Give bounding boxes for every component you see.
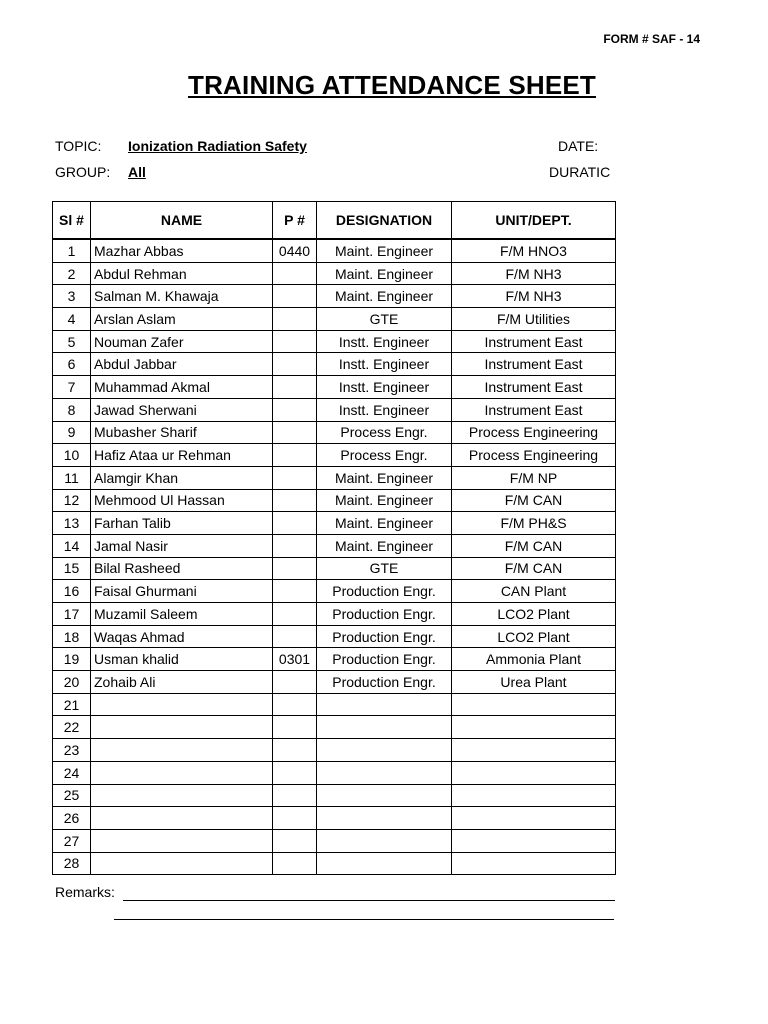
cell-unit-dept — [452, 716, 616, 739]
table-row — [53, 489, 616, 512]
cell-unit-dept — [452, 739, 616, 762]
cell-p-number — [273, 330, 317, 353]
header-sl: Sl # — [53, 202, 91, 240]
cell-designation: Production Engr. — [317, 580, 452, 603]
cell-name: Mazhar Abbas — [91, 239, 273, 262]
cell-sl: 3 — [53, 285, 91, 308]
cell-p-number — [273, 285, 317, 308]
cell-designation — [317, 784, 452, 807]
cell-sl: 13 — [53, 512, 91, 535]
table-row — [53, 239, 616, 262]
cell-designation — [317, 693, 452, 716]
header-name: NAME — [91, 202, 273, 240]
cell-p-number — [273, 852, 317, 875]
cell-sl: 24 — [53, 761, 91, 784]
cell-p-number — [273, 807, 317, 830]
cell-name — [91, 829, 273, 852]
table-row — [53, 625, 616, 648]
cell-name: Bilal Rasheed — [91, 557, 273, 580]
cell-name: Muhammad Akmal — [91, 376, 273, 399]
table-row — [53, 444, 616, 467]
cell-designation — [317, 852, 452, 875]
cell-unit-dept: F/M PH&S — [452, 512, 616, 535]
header-designation: DESIGNATION — [317, 202, 452, 240]
cell-p-number — [273, 625, 317, 648]
table-row — [53, 829, 616, 852]
table-row — [53, 262, 616, 285]
cell-sl: 11 — [53, 466, 91, 489]
cell-p-number — [273, 444, 317, 467]
table-row — [53, 648, 616, 671]
cell-name: Mubasher Sharif — [91, 421, 273, 444]
cell-designation: Instt. Engineer — [317, 353, 452, 376]
table-header-row — [53, 202, 616, 240]
duration-label: DURATIC — [549, 164, 611, 180]
cell-sl: 21 — [53, 693, 91, 716]
cell-designation: Production Engr. — [317, 671, 452, 694]
cell-p-number — [273, 603, 317, 626]
cell-sl: 15 — [53, 557, 91, 580]
cell-unit-dept: F/M CAN — [452, 534, 616, 557]
table-row — [53, 739, 616, 762]
cell-sl: 23 — [53, 739, 91, 762]
table-row — [53, 671, 616, 694]
cell-unit-dept: Instrument East — [452, 353, 616, 376]
cell-p-number: 0440 — [273, 239, 317, 262]
cell-name: Hafiz Ataa ur Rehman — [91, 444, 273, 467]
cell-p-number — [273, 466, 317, 489]
cell-p-number — [273, 489, 317, 512]
cell-p-number — [273, 376, 317, 399]
cell-sl: 26 — [53, 807, 91, 830]
table-row — [53, 285, 616, 308]
cell-sl: 7 — [53, 376, 91, 399]
attendance-table — [52, 201, 616, 875]
cell-designation: Maint. Engineer — [317, 262, 452, 285]
cell-p-number — [273, 353, 317, 376]
cell-name: Jawad Sherwani — [91, 398, 273, 421]
cell-sl: 1 — [53, 239, 91, 262]
cell-unit-dept: F/M Utilities — [452, 308, 616, 331]
cell-sl: 12 — [53, 489, 91, 512]
cell-unit-dept: F/M NH3 — [452, 262, 616, 285]
table-row — [53, 580, 616, 603]
cell-designation — [317, 761, 452, 784]
form-code: FORM # SAF - 14 — [603, 32, 700, 46]
cell-p-number — [273, 534, 317, 557]
table-row — [53, 716, 616, 739]
cell-designation: Maint. Engineer — [317, 466, 452, 489]
cell-name: Nouman Zafer — [91, 330, 273, 353]
cell-p-number — [273, 784, 317, 807]
table-row — [53, 807, 616, 830]
table-row — [53, 761, 616, 784]
cell-p-number — [273, 580, 317, 603]
cell-p-number — [273, 308, 317, 331]
cell-name: Arslan Aslam — [91, 308, 273, 331]
cell-p-number — [273, 829, 317, 852]
table-row — [53, 852, 616, 875]
cell-unit-dept: F/M NP — [452, 466, 616, 489]
cell-sl: 18 — [53, 625, 91, 648]
table-row — [53, 534, 616, 557]
cell-unit-dept — [452, 852, 616, 875]
cell-name — [91, 693, 273, 716]
cell-designation: Maint. Engineer — [317, 285, 452, 308]
cell-p-number: 0301 — [273, 648, 317, 671]
cell-sl: 20 — [53, 671, 91, 694]
cell-unit-dept: Instrument East — [452, 398, 616, 421]
cell-sl: 4 — [53, 308, 91, 331]
cell-designation: Maint. Engineer — [317, 534, 452, 557]
table-row — [53, 603, 616, 626]
cell-designation: Instt. Engineer — [317, 398, 452, 421]
cell-sl: 8 — [53, 398, 91, 421]
header-unit-dept: UNIT/DEPT. — [452, 202, 616, 240]
cell-name: Jamal Nasir — [91, 534, 273, 557]
cell-name: Salman M. Khawaja — [91, 285, 273, 308]
cell-name: Farhan Talib — [91, 512, 273, 535]
table-row — [53, 512, 616, 535]
cell-designation: Production Engr. — [317, 603, 452, 626]
cell-name: Alamgir Khan — [91, 466, 273, 489]
cell-unit-dept: LCO2 Plant — [452, 603, 616, 626]
cell-sl: 6 — [53, 353, 91, 376]
cell-designation — [317, 739, 452, 762]
cell-p-number — [273, 716, 317, 739]
cell-unit-dept — [452, 807, 616, 830]
cell-designation: Production Engr. — [317, 648, 452, 671]
cell-designation — [317, 807, 452, 830]
cell-designation — [317, 716, 452, 739]
table-row — [53, 376, 616, 399]
table-row — [53, 784, 616, 807]
cell-sl: 27 — [53, 829, 91, 852]
cell-designation: Production Engr. — [317, 625, 452, 648]
header-p-number: P # — [273, 202, 317, 240]
cell-name: Mehmood Ul Hassan — [91, 489, 273, 512]
cell-sl: 14 — [53, 534, 91, 557]
group-value: All — [128, 164, 146, 180]
group-label: GROUP: — [55, 164, 111, 180]
table-row — [53, 693, 616, 716]
cell-unit-dept: LCO2 Plant — [452, 625, 616, 648]
cell-p-number — [273, 512, 317, 535]
cell-designation: GTE — [317, 308, 452, 331]
cell-p-number — [273, 421, 317, 444]
page-title: TRAINING ATTENDANCE SHEET — [188, 70, 596, 100]
cell-name: Abdul Rehman — [91, 262, 273, 285]
cell-name: Faisal Ghurmani — [91, 580, 273, 603]
cell-unit-dept — [452, 761, 616, 784]
topic-value: Ionization Radiation Safety — [128, 138, 307, 154]
cell-name: Usman khalid — [91, 648, 273, 671]
cell-designation — [317, 829, 452, 852]
cell-sl: 2 — [53, 262, 91, 285]
cell-unit-dept: F/M CAN — [452, 489, 616, 512]
cell-name — [91, 784, 273, 807]
cell-designation: Maint. Engineer — [317, 489, 452, 512]
cell-name — [91, 739, 273, 762]
remarks-line — [123, 900, 615, 901]
table-row — [53, 330, 616, 353]
cell-sl: 22 — [53, 716, 91, 739]
cell-sl: 5 — [53, 330, 91, 353]
table-body — [53, 239, 616, 875]
cell-p-number — [273, 693, 317, 716]
date-label: DATE: — [558, 138, 599, 154]
cell-unit-dept: F/M HNO3 — [452, 239, 616, 262]
cell-name — [91, 852, 273, 875]
cell-unit-dept: Instrument East — [452, 376, 616, 399]
cell-name — [91, 716, 273, 739]
cell-sl: 16 — [53, 580, 91, 603]
table-row — [53, 308, 616, 331]
cell-name: Abdul Jabbar — [91, 353, 273, 376]
table-row — [53, 466, 616, 489]
cell-unit-dept: Process Engineering — [452, 444, 616, 467]
cell-sl: 9 — [53, 421, 91, 444]
cell-unit-dept — [452, 829, 616, 852]
cell-designation: Maint. Engineer — [317, 239, 452, 262]
cell-designation: Instt. Engineer — [317, 376, 452, 399]
remarks-label: Remarks: — [55, 884, 115, 900]
cell-p-number — [273, 262, 317, 285]
cell-p-number — [273, 761, 317, 784]
cell-name — [91, 761, 273, 784]
cell-unit-dept: Ammonia Plant — [452, 648, 616, 671]
cell-unit-dept — [452, 784, 616, 807]
cell-unit-dept: Process Engineering — [452, 421, 616, 444]
cell-designation: GTE — [317, 557, 452, 580]
table-row — [53, 398, 616, 421]
table-row — [53, 557, 616, 580]
cell-unit-dept: CAN Plant — [452, 580, 616, 603]
cell-sl: 25 — [53, 784, 91, 807]
cell-designation: Process Engr. — [317, 421, 452, 444]
cell-name: Waqas Ahmad — [91, 625, 273, 648]
cell-designation: Process Engr. — [317, 444, 452, 467]
cell-p-number — [273, 398, 317, 421]
cell-name — [91, 807, 273, 830]
table-row — [53, 421, 616, 444]
cell-sl: 10 — [53, 444, 91, 467]
cell-sl: 28 — [53, 852, 91, 875]
cell-name: Muzamil Saleem — [91, 603, 273, 626]
remarks-row — [55, 884, 615, 904]
cell-unit-dept: Instrument East — [452, 330, 616, 353]
table-row — [53, 353, 616, 376]
cell-p-number — [273, 739, 317, 762]
cell-sl: 17 — [53, 603, 91, 626]
cell-p-number — [273, 671, 317, 694]
cell-designation: Instt. Engineer — [317, 330, 452, 353]
cell-name: Zohaib Ali — [91, 671, 273, 694]
cell-p-number — [273, 557, 317, 580]
cell-designation: Maint. Engineer — [317, 512, 452, 535]
cell-unit-dept: F/M CAN — [452, 557, 616, 580]
cell-unit-dept: Urea Plant — [452, 671, 616, 694]
remarks-line-2 — [114, 919, 614, 920]
cell-sl: 19 — [53, 648, 91, 671]
cell-unit-dept: F/M NH3 — [452, 285, 616, 308]
cell-unit-dept — [452, 693, 616, 716]
topic-label: TOPIC: — [55, 138, 102, 154]
